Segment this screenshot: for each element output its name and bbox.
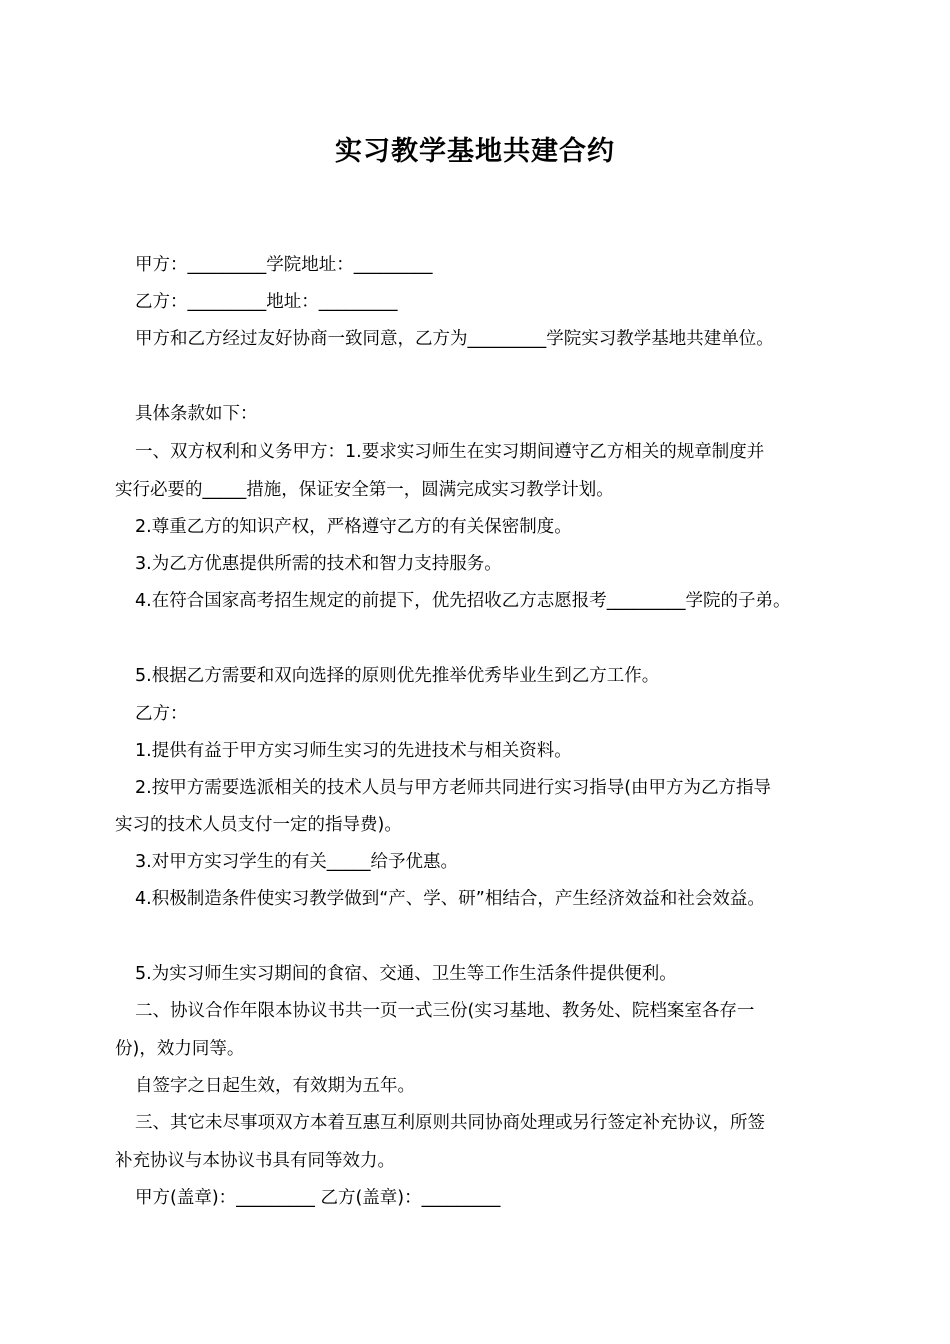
party-a-item-5: 5.根据乙方需要和双向选择的原则优先推举优秀毕业生到乙方工作。 [135, 666, 660, 686]
party-a-line: 甲方：_________学院地址：_________ [135, 255, 433, 275]
clause-3-continuation: 补充协议与本协议书具有同等效力。 [115, 1151, 395, 1171]
party-b-heading: 乙方： [135, 704, 188, 724]
party-b-item-3: 3.对甲方实习学生的有关_____给予优惠。 [135, 852, 458, 872]
clause-1-heading: 一、双方权利和义务甲方：1.要求实习师生在实习期间遵守乙方相关的规章制度并 [135, 442, 765, 462]
party-a-item-2: 2.尊重乙方的知识产权，严格遵守乙方的有关保密制度。 [135, 517, 572, 537]
document-title: 实习教学基地共建合约 [335, 136, 615, 167]
effective-date-line: 自签字之日起生效，有效期为五年。 [135, 1076, 415, 1096]
party-b-line: 乙方：_________地址：_________ [135, 292, 398, 312]
terms-heading: 具体条款如下： [135, 404, 258, 424]
party-a-item-4: 4.在符合国家高考招生规定的前提下，优先招收乙方志愿报考_________学院的子弟。 [135, 591, 791, 611]
clause-2-heading: 二、协议合作年限本协议书共一页一式三份(实习基地、教务处、院档案室各存一 [135, 1001, 755, 1021]
clause-1-continuation: 实行必要的_____措施，保证安全第一，圆满完成实习教学计划。 [115, 480, 614, 500]
clause-2-continuation: 份)，效力同等。 [115, 1039, 245, 1059]
party-b-item-5: 5.为实习师生实习期间的食宿、交通、卫生等工作生活条件提供便利。 [135, 964, 677, 984]
party-b-item-2: 2.按甲方需要选派相关的技术人员与甲方老师共同进行实习指导(由甲方为乙方指导 [135, 778, 772, 798]
signature-line: 甲方(盖章)：_________ 乙方(盖章)：_________ [135, 1188, 501, 1208]
clause-3-heading: 三、其它未尽事项双方本着互惠互利原则共同协商处理或另行签定补充协议，所签 [135, 1113, 765, 1133]
party-a-item-3: 3.为乙方优惠提供所需的技术和智力支持服务。 [135, 554, 502, 574]
party-b-item-1: 1.提供有益于甲方实习师生实习的先进技术与相关资料。 [135, 741, 572, 761]
party-b-item-4: 4.积极制造条件使实习教学做到“产、学、研”相结合，产生经济效益和社会效益。 [135, 889, 765, 909]
party-b-item-2-continuation: 实习的技术人员支付一定的指导费)。 [115, 815, 402, 835]
agreement-intro: 甲方和乙方经过友好协商一致同意，乙方为_________学院实习教学基地共建单位。 [135, 329, 774, 349]
